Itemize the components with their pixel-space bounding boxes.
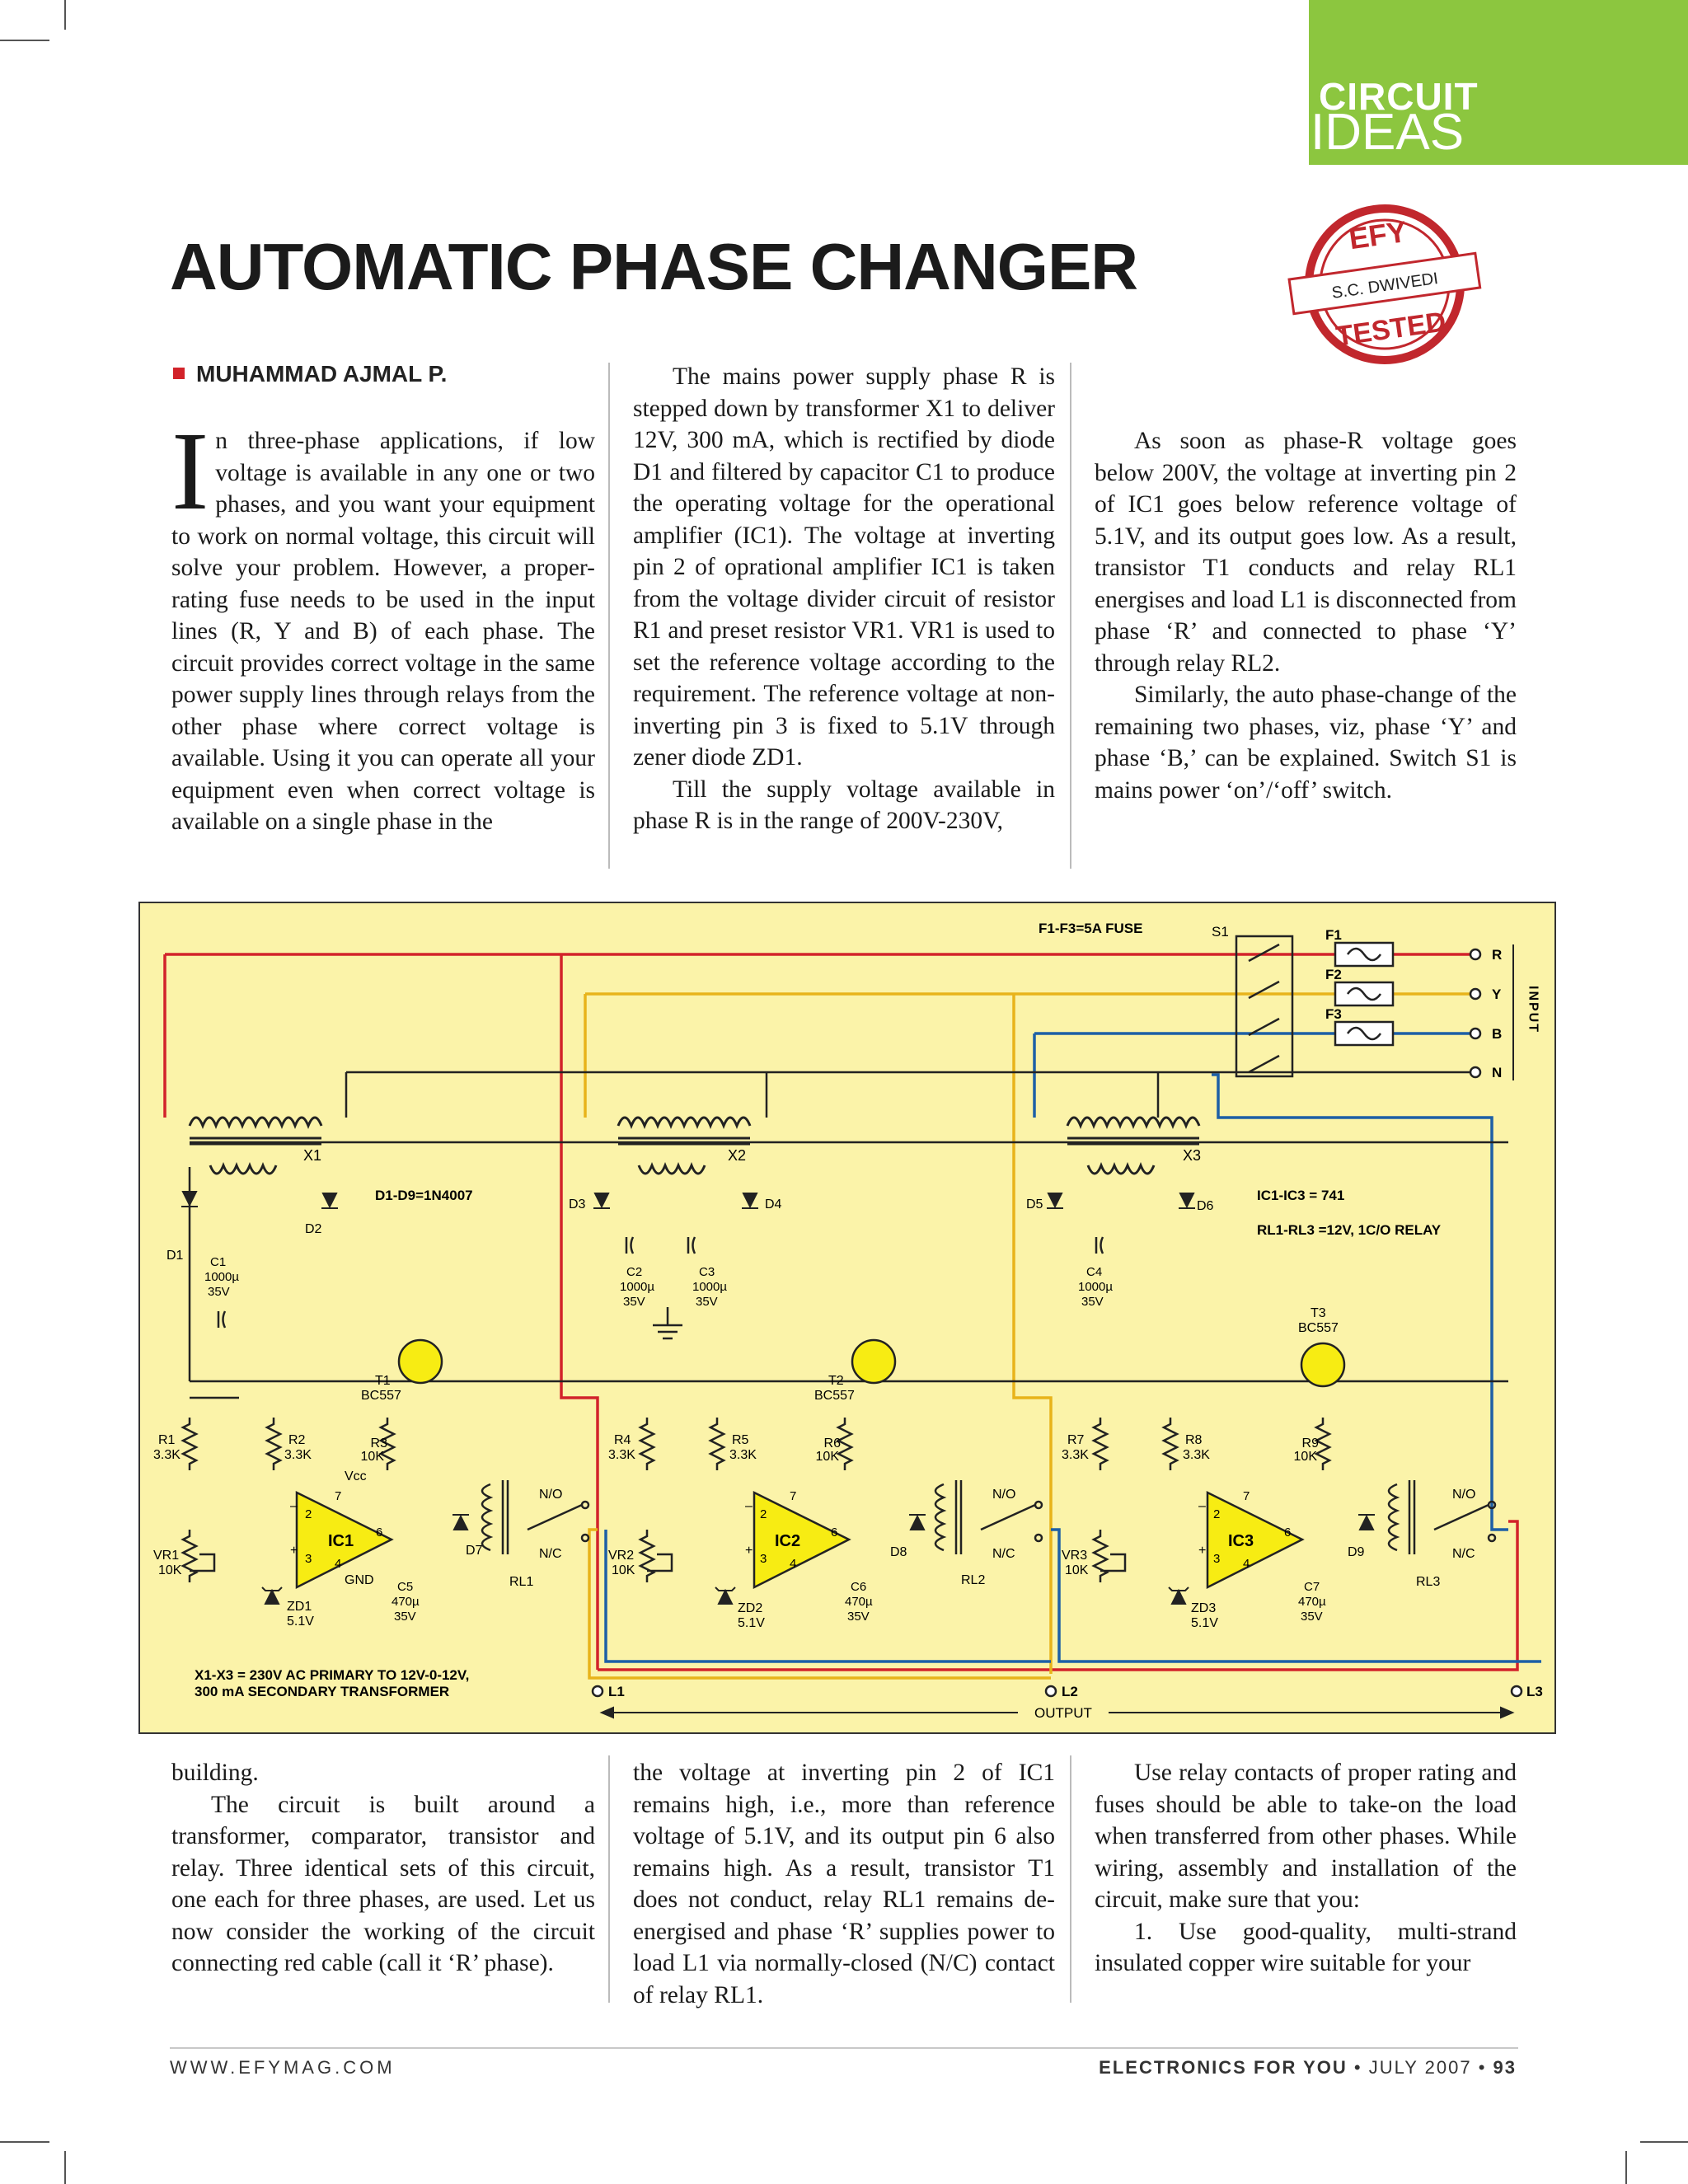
volt-c4: 35V — [1081, 1295, 1104, 1309]
paragraph — [171, 410, 595, 838]
column-rule — [608, 1755, 610, 2003]
transformer-note-1: X1-X3 = 230V AC PRIMARY TO 12V-0-12V, — [195, 1667, 470, 1683]
relays — [482, 1480, 1495, 1554]
section-tag-word2: IDEAS — [1311, 104, 1465, 161]
type-t2: BC557 — [814, 1389, 855, 1403]
label-d1: D1 — [166, 1249, 184, 1263]
value-zd1: 5.1V — [287, 1615, 314, 1629]
value-r3: 10K — [360, 1450, 384, 1464]
output-terminals — [593, 1686, 1522, 1696]
type-t3: BC557 — [1298, 1321, 1339, 1335]
label-r2: R2 — [288, 1433, 306, 1447]
pin-3: 3 — [305, 1552, 312, 1566]
output-label: OUTPUT — [1034, 1705, 1092, 1721]
label-ic3: IC3 — [1228, 1532, 1254, 1550]
label-rl1: RL1 — [509, 1575, 534, 1589]
label-zd1: ZD1 — [287, 1600, 312, 1614]
input-label: INPUT — [1526, 986, 1540, 1033]
label-c6: C6 — [851, 1580, 867, 1594]
pin-7: 7 — [335, 1489, 342, 1503]
label-d9: D9 — [1348, 1545, 1365, 1559]
pin-minus: – — [1198, 1499, 1206, 1513]
label-d8: D8 — [890, 1545, 907, 1559]
type-t1: BC557 — [361, 1389, 401, 1403]
pin-2: 2 — [1213, 1507, 1221, 1521]
label-ic2: IC2 — [775, 1532, 801, 1550]
value-zd3: 5.1V — [1191, 1616, 1218, 1630]
label-vcc: Vcc — [345, 1469, 367, 1483]
value-c1: 1000µ — [204, 1270, 240, 1284]
label-d3: D3 — [569, 1197, 586, 1212]
value-vr2: 10K — [612, 1563, 635, 1577]
pin-minus: – — [290, 1499, 298, 1513]
value-r5: 3.3K — [729, 1448, 757, 1462]
column-3-top — [1095, 425, 1517, 806]
crop-mark — [1625, 2151, 1627, 2184]
footer-website: WWW.EFYMAG.COM — [170, 2057, 396, 2078]
column-rule — [608, 363, 610, 869]
label-f1: F1 — [1325, 927, 1342, 943]
square-bullet-icon — [173, 368, 185, 379]
label-d2: D2 — [305, 1222, 322, 1236]
label-t1: T1 — [375, 1374, 391, 1388]
pin-plus: + — [745, 1544, 753, 1558]
label-gnd: GND — [345, 1573, 374, 1587]
value-c3: 1000µ — [692, 1280, 728, 1294]
value-r7: 3.3K — [1062, 1448, 1089, 1462]
column-2-bottom — [633, 1757, 1055, 2011]
label-r5: R5 — [732, 1433, 749, 1447]
paragraph: 1. Use good-quality, multi-strand insulated copper wire suitable for your — [1095, 1918, 1517, 1976]
crop-mark — [64, 2151, 66, 2184]
diode-note: D1-D9=1N4007 — [375, 1188, 473, 1203]
label-zd2: ZD2 — [738, 1601, 763, 1615]
paragraph-text: n three-phase applications, if low voltage is available in any one or two phases, and you want your equipment to work on normal voltage, this circuit will solve your problem. However, a proper-rating fuse needs to be used in the input lines (R, Y and B) of each phase. The circuit provides correct voltage in the same power supply lines through relays from the other phase where correct voltage is available. Using it you can operate all your equipment even when correct voltage is available on a single phase in the — [171, 428, 595, 835]
label-r7: R7 — [1067, 1433, 1085, 1447]
stamp-name-text: S.C. DWIVEDI — [1330, 269, 1440, 302]
label-r4: R4 — [614, 1433, 631, 1447]
volt-c3: 35V — [696, 1295, 718, 1309]
fuses — [1335, 943, 1393, 1045]
label-t2: T2 — [828, 1374, 844, 1388]
crop-mark — [1640, 2141, 1688, 2143]
paragraph: the voltage at inverting pin 2 of IC1 remains high, i.e., more than reference voltage of 5.1V, and its output pin 6 also remains high. As a result, transistor T1 does not conduct, relay RL1 remains de-energised and phase ‘R’ supplies power to load L1 via normally-closed (N/C) contact of relay RL1. — [633, 1760, 1055, 2008]
value-c4: 1000µ — [1078, 1280, 1114, 1294]
label-rl3: RL3 — [1416, 1575, 1441, 1589]
value-r6: 10K — [815, 1450, 839, 1464]
author-byline — [173, 361, 447, 387]
pin-4: 4 — [1243, 1557, 1250, 1571]
label-f2: F2 — [1325, 967, 1342, 982]
drop-cap: I — [171, 410, 209, 533]
input-terminals — [1470, 949, 1480, 1077]
value-r1: 3.3K — [153, 1448, 181, 1462]
pin-4: 4 — [335, 1557, 342, 1571]
crop-mark — [0, 40, 49, 41]
value-r4: 3.3K — [608, 1448, 635, 1462]
column-1-bottom — [171, 1757, 595, 1980]
label-r8: R8 — [1185, 1433, 1203, 1447]
switch-s1 — [1236, 936, 1292, 1076]
input-b: B — [1492, 1026, 1503, 1042]
label-t3: T3 — [1311, 1306, 1326, 1320]
label-no: N/O — [1452, 1488, 1476, 1502]
value-r9: 10K — [1293, 1450, 1317, 1464]
pin-plus: + — [290, 1544, 298, 1558]
label-no: N/O — [539, 1488, 563, 1502]
paragraph: The circuit is built around a transformer, comparator, transistor and relay. Three identical sets of this circuit, one each for three phases, are used. Let us now consider the working of the circuit connecting red cable (call it ‘R’ phase). — [171, 1791, 595, 1976]
label-vr1: VR1 — [153, 1549, 180, 1563]
pin-2: 2 — [760, 1507, 767, 1521]
footer-page-number: 93 — [1493, 2057, 1517, 2078]
label-c1: C1 — [210, 1255, 227, 1269]
pin-4: 4 — [790, 1557, 797, 1571]
paragraph: As soon as phase-R voltage goes below 200V, the voltage at inverting pin 2 of IC1 goes below reference voltage of 5.1V, and its output goes low. As a result, transistor T1 conducts and relay RL1 energises and load L1 is disconnected from phase ‘R’ and connected to phase ‘Y’ through relay RL2. — [1095, 428, 1517, 677]
ic-note: IC1-IC3 = 741 — [1257, 1188, 1345, 1203]
value-r8: 3.3K — [1183, 1448, 1210, 1462]
transformers — [190, 1118, 1202, 1174]
value-c2: 1000µ — [620, 1280, 655, 1294]
stamp-top-text: EFY — [1347, 213, 1409, 256]
label-r6: R6 — [823, 1436, 841, 1451]
value-vr3: 10K — [1065, 1563, 1089, 1577]
input-y: Y — [1492, 987, 1502, 1002]
pin-7: 7 — [1243, 1489, 1250, 1503]
crop-mark — [64, 0, 66, 30]
article-title: AUTOMATIC PHASE CHANGER — [170, 230, 1138, 303]
column-2-top — [633, 361, 1055, 837]
footer-rule — [170, 2047, 1518, 2049]
resistors — [183, 1418, 1329, 1470]
label-nc: N/C — [539, 1547, 562, 1561]
label-x2: X2 — [728, 1147, 747, 1164]
footer-date: JULY 2007 — [1368, 2057, 1472, 2078]
volt-c2: 35V — [623, 1295, 645, 1309]
paragraph: Use relay contacts of proper rating and fuses should be able to take-on the load when transferred from other phases. While wiring, assembly and installation of the circuit, make sure that you: — [1095, 1760, 1517, 1913]
label-vr3: VR3 — [1062, 1549, 1088, 1563]
label-x1: X1 — [303, 1147, 322, 1164]
pin-minus: – — [745, 1499, 753, 1513]
label-x3: X3 — [1183, 1147, 1202, 1164]
value-r2: 3.3K — [284, 1448, 312, 1462]
pin-6: 6 — [376, 1526, 383, 1540]
label-d4: D4 — [765, 1197, 782, 1212]
output-l3: L3 — [1526, 1684, 1543, 1699]
output-l2: L2 — [1062, 1684, 1078, 1699]
author-name: MUHAMMAD AJMAL P. — [196, 361, 448, 387]
output-l1: L1 — [608, 1684, 625, 1699]
column-rule — [1070, 1755, 1071, 2003]
paragraph: building. — [171, 1760, 259, 1786]
volt-c1: 35V — [208, 1285, 230, 1299]
label-rl2: RL2 — [961, 1573, 986, 1587]
value-c5: 470µ — [392, 1595, 420, 1609]
stamp-bottom-text: TESTED — [1334, 306, 1448, 353]
pin-2: 2 — [305, 1507, 312, 1521]
pin-plus: + — [1198, 1544, 1207, 1558]
crop-mark — [0, 2141, 49, 2143]
label-c3: C3 — [699, 1265, 715, 1279]
label-c4: C4 — [1086, 1265, 1103, 1279]
value-c6: 470µ — [845, 1595, 873, 1609]
pin-6: 6 — [831, 1526, 838, 1540]
footer-magazine: ELECTRONICS FOR YOU — [1099, 2057, 1348, 2078]
label-r1: R1 — [158, 1433, 176, 1447]
relay-note: RL1-RL3 =12V, 1C/O RELAY — [1257, 1222, 1442, 1238]
paragraph: Similarly, the auto phase-change of the remaining two phases, viz, phase ‘Y’ and phase ‘B,’ can be explained. Switch S1 is mains power ‘on’/‘off’ switch. — [1095, 682, 1517, 804]
label-d6: D6 — [1197, 1199, 1214, 1213]
input-r: R — [1492, 947, 1503, 963]
label-zd3: ZD3 — [1191, 1601, 1217, 1615]
value-vr1: 10K — [158, 1563, 182, 1577]
transistors — [399, 1340, 1344, 1386]
circuit-diagram — [138, 902, 1556, 1734]
section-tag-word1: CIRCUIT — [1319, 75, 1479, 118]
label-c2: C2 — [626, 1265, 643, 1279]
pin-7: 7 — [790, 1489, 797, 1503]
footer-bullet: • — [1353, 2057, 1362, 2078]
label-c5: C5 — [397, 1580, 414, 1594]
pin-3: 3 — [760, 1552, 767, 1566]
label-d5: D5 — [1026, 1197, 1043, 1212]
footer-bullet: • — [1478, 2057, 1487, 2078]
input-n: N — [1492, 1065, 1503, 1080]
volt-c6: 35V — [847, 1610, 870, 1624]
label-r9: R9 — [1301, 1436, 1319, 1451]
label-r3: R3 — [370, 1436, 387, 1451]
paragraph: Till the supply voltage available in phase R is in the range of 200V-230V, — [633, 776, 1055, 834]
pin-3: 3 — [1213, 1552, 1221, 1566]
footer-issue — [1071, 2057, 1517, 2079]
label-no: N/O — [992, 1488, 1016, 1502]
value-c7: 470µ — [1298, 1595, 1326, 1609]
value-zd2: 5.1V — [738, 1616, 765, 1630]
fuse-note: F1-F3=5A FUSE — [1039, 921, 1143, 936]
volt-c5: 35V — [394, 1610, 416, 1624]
label-vr2: VR2 — [608, 1549, 635, 1563]
label-s1: S1 — [1212, 924, 1229, 940]
label-f3: F3 — [1325, 1006, 1342, 1022]
transformer-note-2: 300 mA SECONDARY TRANSFORMER — [195, 1684, 450, 1699]
column-1-top — [171, 410, 595, 838]
filter-capacitors — [218, 1237, 1103, 1338]
label-ic1: IC1 — [328, 1532, 354, 1550]
volt-c7: 35V — [1301, 1610, 1323, 1624]
column-3-bottom — [1095, 1757, 1517, 1980]
pin-6: 6 — [1284, 1526, 1292, 1540]
column-rule — [1070, 363, 1071, 869]
paragraph: The mains power supply phase R is stepped down by transformer X1 to deliver 12V, 300 mA, which is rectified by diode D1 and filtered by capacitor C1 to produce the operating voltage for the operational amplifier (IC1). The voltage at inverting pin 2 of oprational amplifier IC1 is taken from the voltage divider circuit of resistor R1 and preset resistor VR1. VR1 is used to set the reference voltage according to the requirement. The reference voltage at non-inverting pin 3 is fixed to 5.1V through zener diode ZD1. — [633, 363, 1055, 771]
label-nc: N/C — [1452, 1547, 1475, 1561]
efy-tested-stamp — [1286, 194, 1484, 375]
label-c7: C7 — [1304, 1580, 1320, 1594]
circuit-schematic — [140, 903, 1554, 1732]
label-d7: D7 — [466, 1544, 483, 1558]
label-nc: N/C — [992, 1547, 1015, 1561]
